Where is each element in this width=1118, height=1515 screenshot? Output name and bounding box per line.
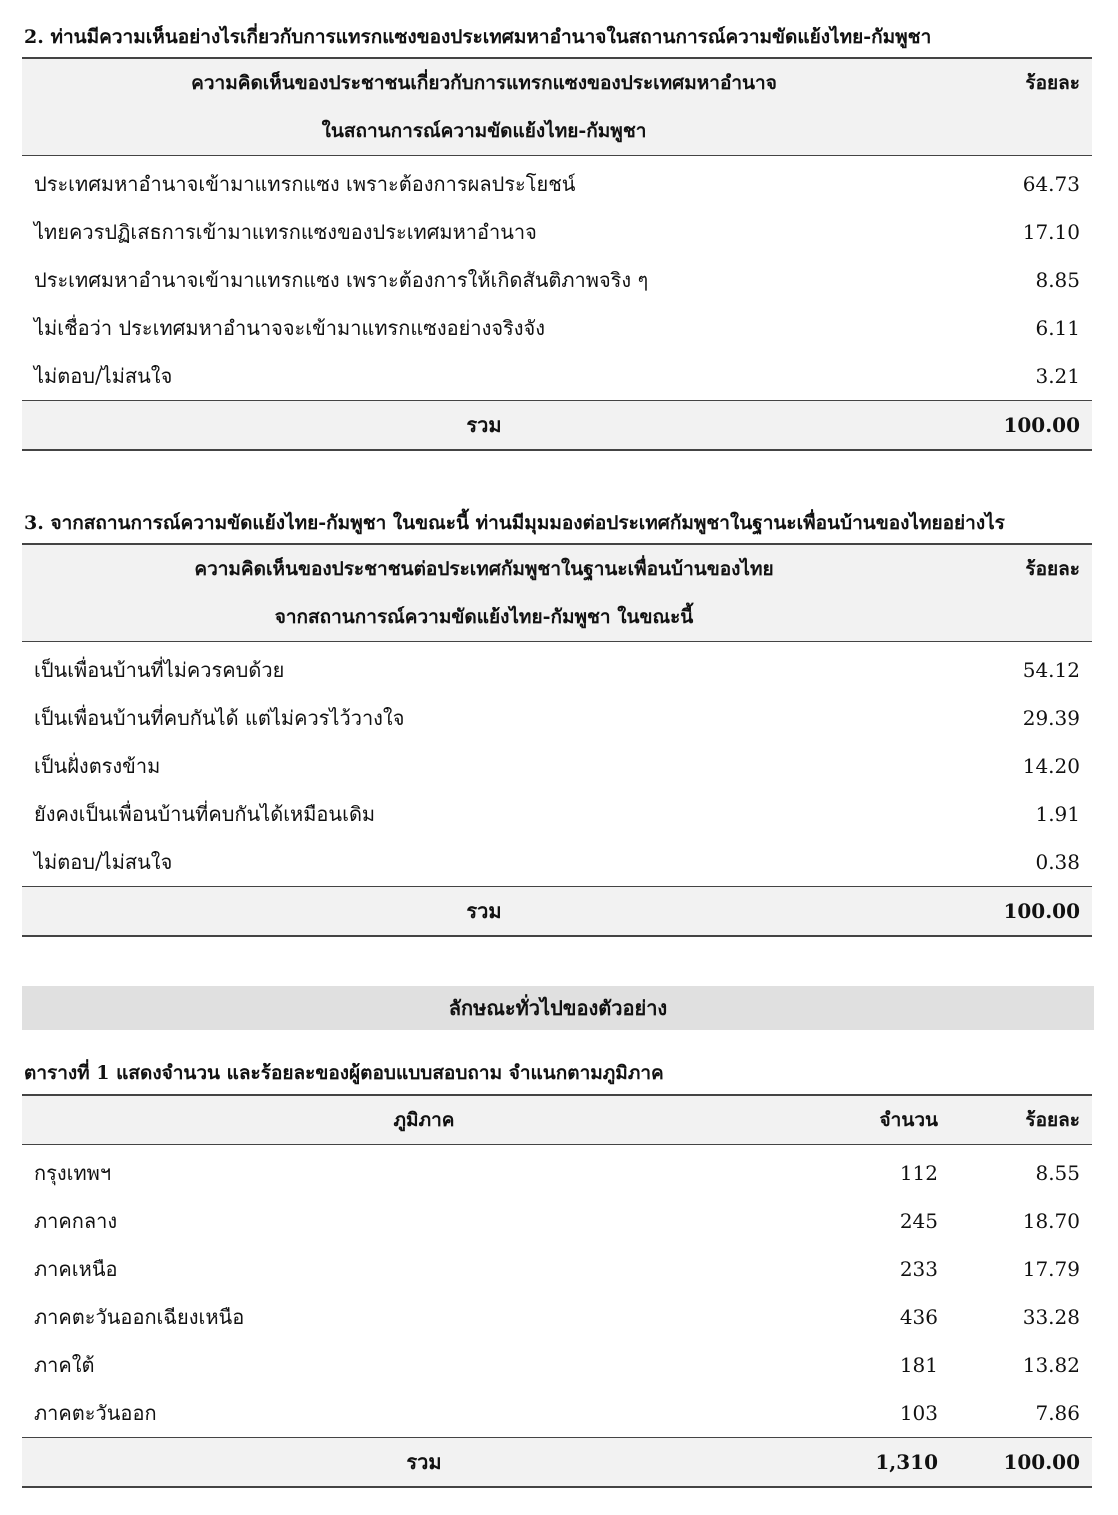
- section-title: ลักษณะทั่วไปของตัวอย่าง: [22, 986, 1094, 1030]
- total-count: 1,310: [826, 1438, 950, 1488]
- row-percent: 0.38: [1035, 850, 1080, 874]
- table-row: [22, 1341, 1092, 1389]
- row-percent: 8.55: [1035, 1161, 1080, 1185]
- row-label: เป็นฝั่งตรงข้าม: [34, 754, 161, 778]
- row-percent: 8.85: [1035, 268, 1080, 292]
- t1-header-percent: ร้อยละ: [950, 1095, 1092, 1145]
- q2-header-line2: ในสถานการณ์ความขัดแย้งไทย-กัมพูชา: [22, 107, 946, 156]
- row-percent: 17.79: [1022, 1257, 1080, 1281]
- row-label: ภาคกลาง: [34, 1209, 118, 1233]
- row-label: ภาคเหนือ: [34, 1257, 118, 1281]
- row-percent: 1.91: [1035, 802, 1080, 826]
- table-row: [22, 790, 1092, 838]
- row-label: เป็นเพื่อนบ้านที่คบกันได้ แต่ไม่ควรไว้วางใจ: [34, 706, 405, 730]
- row-count: 112: [899, 1161, 938, 1185]
- row-count: 436: [899, 1305, 938, 1329]
- table-row: [22, 1145, 1092, 1198]
- total-percent: 100.00: [950, 1438, 1092, 1488]
- row-count: 103: [899, 1401, 938, 1425]
- row-label: ประเทศมหาอำนาจเข้ามาแทรกแซง เพราะต้องการผลประโยชน์: [34, 172, 576, 196]
- total-label: รวม: [22, 401, 946, 451]
- q3-header-line1: ความคิดเห็นของประชาชนต่อประเทศกัมพูชาในฐานะเพื่อนบ้านของไทย: [22, 544, 946, 593]
- row-percent: 18.70: [1022, 1209, 1080, 1233]
- row-label: เป็นเพื่อนบ้านที่ไม่ควรคบด้วย: [34, 658, 285, 682]
- total-label: รวม: [22, 1438, 826, 1488]
- row-percent: 17.10: [1022, 220, 1080, 244]
- table-row: [22, 156, 1092, 209]
- q2-header-line1: ความคิดเห็นของประชาชนเกี่ยวกับการแทรกแซงของประเทศมหาอำนาจ: [22, 58, 946, 107]
- total-row: [22, 401, 1092, 451]
- total-label: รวม: [22, 887, 946, 937]
- row-count: 245: [899, 1209, 938, 1233]
- table-row: [22, 208, 1092, 256]
- total-percent: 100.00: [946, 401, 1092, 451]
- row-label: ไทยควรปฏิเสธการเข้ามาแทรกแซงของประเทศมหาอำนาจ: [34, 220, 537, 244]
- row-percent: 54.12: [1022, 658, 1080, 682]
- table-row: [22, 304, 1092, 352]
- total-row: [22, 1438, 1092, 1488]
- q3-header-percent: ร้อยละ: [946, 544, 1092, 593]
- row-percent: 33.28: [1022, 1305, 1080, 1329]
- table-row: [22, 1389, 1092, 1438]
- q3-table: [22, 543, 1092, 937]
- t1-header-region: ภูมิภาค: [22, 1095, 826, 1145]
- row-label: ภาคตะวันออกเฉียงเหนือ: [34, 1305, 245, 1329]
- row-label: ไม่เชื่อว่า ประเทศมหาอำนาจจะเข้ามาแทรกแซงอย่างจริงจัง: [34, 316, 546, 340]
- t1-title: ตารางที่ 1 แสดงจำนวน และร้อยละของผู้ตอบแบบสอบถาม จำแนกตามภูมิภาค: [24, 1062, 664, 1084]
- table-row: [22, 742, 1092, 790]
- row-percent: 7.86: [1035, 1401, 1080, 1425]
- row-label: ไม่ตอบ/ไม่สนใจ: [34, 364, 173, 388]
- row-label: ไม่ตอบ/ไม่สนใจ: [34, 850, 173, 874]
- row-count: 181: [899, 1353, 938, 1377]
- t1-table: [22, 1094, 1092, 1488]
- table-row: [22, 1197, 1092, 1245]
- row-percent: 3.21: [1035, 364, 1080, 388]
- row-label: ภาคตะวันออก: [34, 1401, 157, 1425]
- q2-table: [22, 57, 1092, 451]
- table-row: [22, 1245, 1092, 1293]
- row-count: 233: [899, 1257, 938, 1281]
- table-row: [22, 1293, 1092, 1341]
- total-percent: 100.00: [946, 887, 1092, 937]
- row-percent: 13.82: [1022, 1353, 1080, 1377]
- row-label: ประเทศมหาอำนาจเข้ามาแทรกแซง เพราะต้องการให้เกิดสันติภาพจริง ๆ: [34, 268, 649, 292]
- row-percent: 6.11: [1035, 316, 1080, 340]
- row-percent: 64.73: [1022, 172, 1080, 196]
- table-row: [22, 352, 1092, 401]
- row-percent: 14.20: [1022, 754, 1080, 778]
- t1-header-count: จำนวน: [826, 1095, 950, 1145]
- q3-title: 3. จากสถานการณ์ความขัดแย้งไทย-กัมพูชา ในขณะนี้ ท่านมีมุมมองต่อประเทศกัมพูชาในฐานะเพื่อนบ้านของไทยอย่างไร: [24, 512, 1005, 534]
- row-label: กรุงเทพฯ: [34, 1161, 112, 1185]
- row-percent: 29.39: [1022, 706, 1080, 730]
- table-row: [22, 838, 1092, 887]
- q2-header-percent: ร้อยละ: [946, 58, 1092, 107]
- row-label: ภาคใต้: [34, 1353, 95, 1377]
- table-row: [22, 694, 1092, 742]
- row-label: ยังคงเป็นเพื่อนบ้านที่คบกันได้เหมือนเดิม: [34, 802, 376, 826]
- table-row: [22, 642, 1092, 695]
- q2-title: 2. ท่านมีความเห็นอย่างไรเกี่ยวกับการแทรกแซงของประเทศมหาอำนาจในสถานการณ์ความขัดแย้งไทย-กัมพูชา: [24, 26, 932, 48]
- total-row: [22, 887, 1092, 937]
- q3-header-line2: จากสถานการณ์ความขัดแย้งไทย-กัมพูชา ในขณะนี้: [22, 593, 946, 642]
- table-row: [22, 256, 1092, 304]
